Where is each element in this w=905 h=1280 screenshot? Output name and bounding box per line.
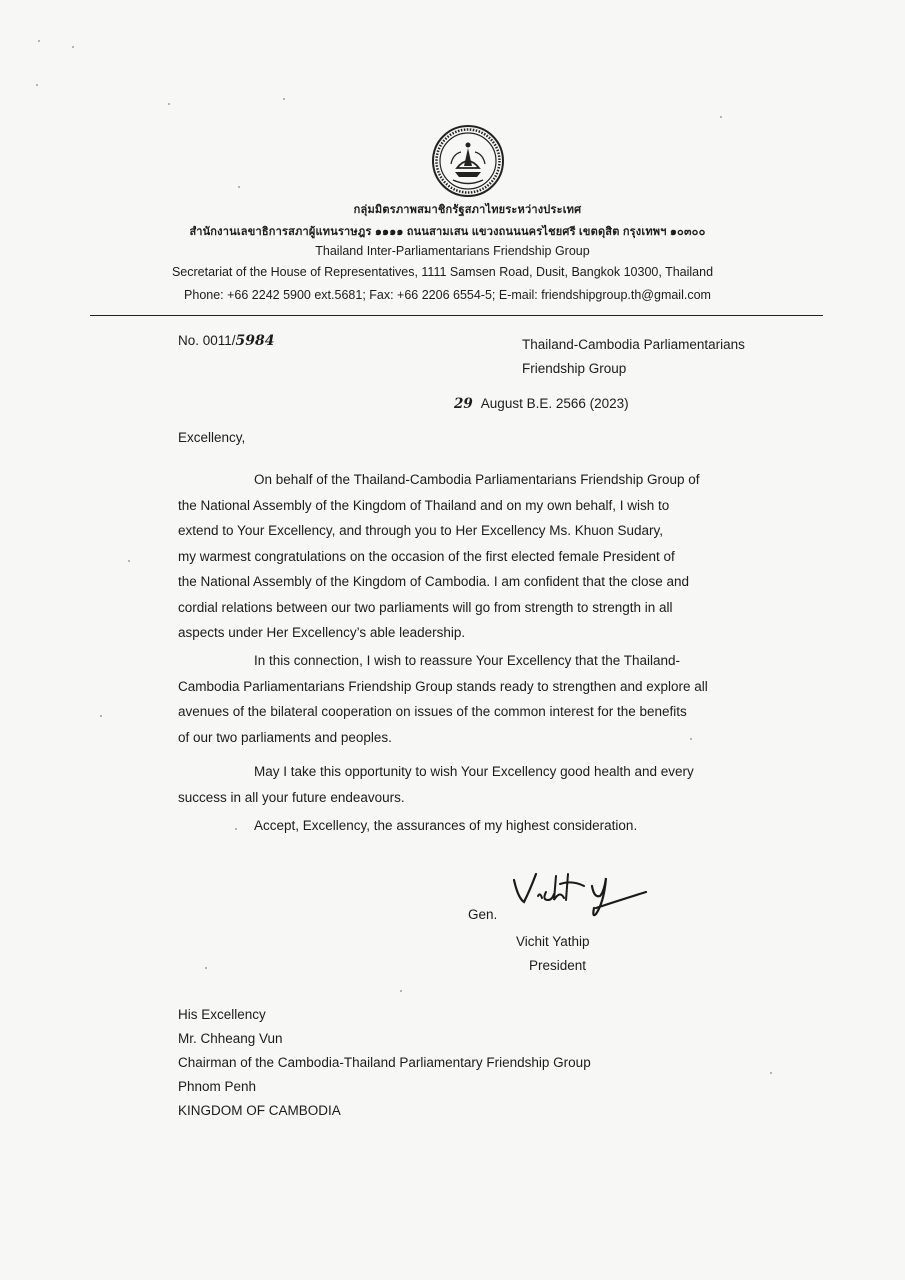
- scan-speck: [72, 46, 74, 48]
- paragraph-line: of our two parliaments and peoples.: [178, 729, 392, 745]
- letterhead-thai-address: สำนักงานเลขาธิการสภาผู้แทนราษฎร ๑๑๑๑ ถนนสามเสน แขวงถนนนครไชยศรี เขตดุสิต กรุงเทพฯ ๑๐๓๐๐: [189, 226, 706, 238]
- scan-speck: [100, 715, 102, 717]
- signatory-title: President: [529, 958, 587, 973]
- scan-speck: [128, 560, 130, 562]
- scan-speck: [235, 828, 237, 830]
- sender-line: Friendship Group: [522, 361, 627, 376]
- paragraph-line: In this connection, I wish to reassure Your Excellency that the Thailand-: [254, 653, 680, 668]
- paragraph-line: the National Assembly of the Kingdom of Thailand and on my own behalf, I wish to: [178, 497, 670, 513]
- body-paragraph: [178, 648, 778, 750]
- letterhead-org-name: Thailand Inter-Parliamentarians Friendship Group: [315, 244, 590, 258]
- reference-prefix: No. 0011/: [178, 333, 236, 348]
- body-paragraph: [178, 759, 778, 810]
- paragraph-line: aspects under Her Excellency’s able leadership.: [178, 625, 466, 640]
- scan-speck: [205, 967, 207, 969]
- closing-line: Accept, Excellency, the assurances of my highest consideration.: [254, 818, 638, 833]
- scan-speck: [38, 40, 40, 42]
- paragraph-line: the National Assembly of the Kingdom of Cambodia. I am confident that the close and: [178, 574, 690, 589]
- paragraph-line: success in all your future endeavours.: [178, 789, 405, 805]
- recipient-country: KINGDOM OF CAMBODIA: [178, 1103, 341, 1118]
- scan-speck: [720, 116, 722, 118]
- date-handwritten-day: 29: [454, 396, 473, 412]
- reference-handwritten-number: 5984: [235, 333, 275, 349]
- scan-speck: [36, 84, 38, 86]
- signatory-rank: Gen.: [468, 907, 498, 922]
- date-text: August B.E. 2566 (2023): [480, 396, 629, 411]
- letterhead-address: Secretariat of the House of Representatives, 1111 Samsen Road, Dusit, Bangkok 10300, Thailand: [171, 265, 714, 279]
- paragraph-line: Cambodia Parliamentarians Friendship Group stands ready to strengthen and explore all: [178, 678, 708, 694]
- scan-speck: [238, 186, 240, 188]
- letterhead-thai-title: กลุ่มมิตรภาพสมาชิกรัฐสภาไทยระหว่างประเทศ: [353, 204, 582, 216]
- letterhead-divider: [90, 315, 823, 316]
- scan-speck: [770, 1072, 772, 1074]
- recipient-line: Phnom Penh: [178, 1079, 257, 1094]
- salutation: Excellency,: [178, 430, 246, 445]
- paragraph-line: extend to Your Excellency, and through you to Her Excellency Ms. Khuon Sudary,: [178, 523, 664, 538]
- reference-number: [178, 333, 275, 349]
- sender-line: Thailand-Cambodia Parliamentarians: [522, 337, 745, 352]
- handwritten-signature: [510, 862, 650, 920]
- sender-block: [522, 333, 745, 381]
- recipient-line: Chairman of the Cambodia-Thailand Parliamentary Friendship Group: [178, 1055, 591, 1070]
- paragraph-line: On behalf of the Thailand-Cambodia Parliamentarians Friendship Group of: [254, 472, 700, 487]
- scan-speck: [283, 98, 285, 100]
- paragraph-line: my warmest congratulations on the occasion of the first elected female President of: [178, 548, 675, 564]
- parliament-emblem-icon: [431, 124, 505, 198]
- body-paragraph: [178, 467, 778, 646]
- recipient-line: His Excellency: [178, 1007, 266, 1022]
- recipient-line: Mr. Chheang Vun: [178, 1031, 283, 1046]
- letter-date: [454, 396, 629, 412]
- signatory-name: Vichit Yathip: [516, 934, 590, 949]
- recipient-block: [178, 1003, 591, 1123]
- scan-speck: [400, 990, 402, 992]
- paragraph-line: cordial relations between our two parliaments will go from strength to strength in all: [178, 599, 673, 615]
- paragraph-line: May I take this opportunity to wish Your Excellency good health and every: [254, 764, 694, 779]
- letterhead-contact: Phone: +66 2242 5900 ext.5681; Fax: +66 2206 6554-5; E-mail: friendshipgroup.th@gmail.com: [184, 288, 711, 302]
- paragraph-line: avenues of the bilateral cooperation on issues of the common interest for the benefits: [178, 704, 687, 719]
- scan-speck: [168, 103, 170, 105]
